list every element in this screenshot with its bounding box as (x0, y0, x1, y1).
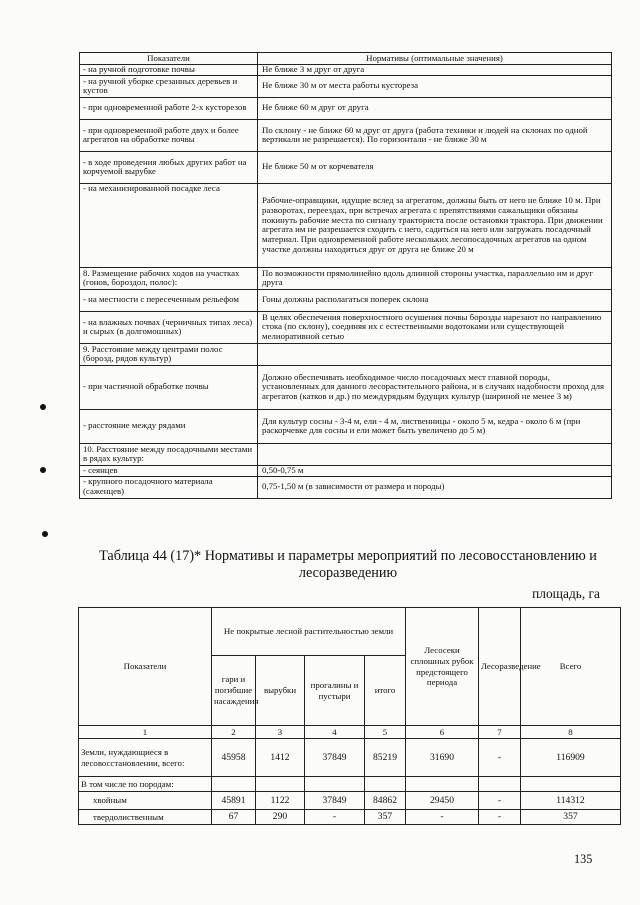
norm-cell: Не ближе 3 м друг от друга (258, 65, 612, 76)
column-number: 3 (256, 726, 305, 739)
table-row (80, 311, 612, 343)
value-cell (212, 777, 256, 792)
indicator-cell: - на влажных почвах (черничных типах леса) и сырых (в долгомошных) (80, 311, 258, 343)
header-norms: Нормативы (оптимальные значения) (258, 53, 612, 65)
norms-table-header (80, 53, 612, 65)
column-number: 2 (212, 726, 256, 739)
value-cell: 114312 (521, 792, 621, 810)
table-row (79, 739, 621, 777)
value-cell (479, 777, 521, 792)
indicator-cell: - при частичной обработке почвы (80, 365, 258, 409)
norm-cell: Не ближе 50 м от корчевателя (258, 151, 612, 183)
table-row (80, 151, 612, 183)
norm-cell: Не ближе 30 м от места работы кустореза (258, 75, 612, 97)
indicator-cell: - на местности с пересеченным рельефом (80, 289, 258, 311)
table-row (80, 97, 612, 119)
value-cell: 31690 (406, 739, 479, 777)
row-label: Земли, нуждающиеся в лесовосстановлении, всего: (79, 739, 212, 777)
table-row (80, 409, 612, 443)
value-cell: 37849 (305, 739, 365, 777)
header-indicators: Показатели (80, 53, 258, 65)
table-row (80, 119, 612, 151)
norm-cell: Не ближе 60 м друг от друга (258, 97, 612, 119)
value-cell: 357 (521, 810, 621, 825)
value-cell: - (305, 810, 365, 825)
norm-cell: Гоны должны располагаться поперек склона (258, 289, 612, 311)
table-row (80, 289, 612, 311)
norm-cell (258, 443, 612, 465)
reforestation-table (78, 607, 621, 825)
table-row (79, 792, 621, 810)
column-number: 8 (521, 726, 621, 739)
table-row (79, 777, 621, 792)
value-cell: 116909 (521, 739, 621, 777)
value-cell: 45891 (212, 792, 256, 810)
value-cell: 67 (212, 810, 256, 825)
indicator-cell: - при одновременной работе двух и более агрегатов на обработке почвы (80, 119, 258, 151)
value-cell: 84862 (365, 792, 406, 810)
value-cell: 85219 (365, 739, 406, 777)
column-number: 1 (79, 726, 212, 739)
indicator-cell: - сеянцев (80, 465, 258, 476)
indicator-cell: - на ручной уборке срезанных деревьев и кустов (80, 75, 258, 97)
table-row (80, 443, 612, 465)
header-total-sub: итого (365, 656, 406, 726)
norm-cell (258, 343, 612, 365)
page-number: 135 (574, 852, 593, 866)
indicator-cell: 8. Размещение рабочих ходов на участках (гонов, бороздол, полос): (80, 267, 258, 289)
column-number: 4 (305, 726, 365, 739)
table-row (80, 343, 612, 365)
norms-table (79, 52, 612, 499)
binder-hole-dot (40, 404, 46, 410)
value-cell (521, 777, 621, 792)
norm-cell: Для культур сосны - 3-4 м, ели - 4 м, лиственницы - около 5 м, кедра - около 6 м (при раскорчевке для сосны и ели может быть увеличено до 5 м) (258, 409, 612, 443)
header-glades: прогалины и пустыри (305, 656, 365, 726)
column-number: 5 (365, 726, 406, 739)
row-label: В том числе по породам: (79, 777, 212, 792)
header-indicators: Показатели (79, 608, 212, 726)
header-clearings: вырубки (256, 656, 305, 726)
indicator-cell: - на ручной подготовке почвы (80, 65, 258, 76)
table-row (79, 810, 621, 825)
value-cell (365, 777, 406, 792)
indicator-cell: - крупного посадочного материала (саженцев) (80, 476, 258, 498)
norm-cell: Рабочие-оправщики, идущие вслед за агрегатом, должны быть от него не ближе 10 м. При разворотах, переездах, при встречах агрегата с препятствиями сажальщики обязаны покинуть рабочие места по сигналу тракториста после остановки трактора. При движении агрегата им не разрешается сходить с него, садиться на него или загружать посадочный материал. При одновременной работе нескольких лесопосадочных агрегатов на одном участке должны находиться друг от друга не ближе 20 м (258, 183, 612, 267)
table-row (80, 465, 612, 476)
value-cell: 45958 (212, 739, 256, 777)
header-row (79, 608, 621, 656)
value-cell: 1122 (256, 792, 305, 810)
value-cell: 29450 (406, 792, 479, 810)
indicator-cell: 10. Расстояние между посадочными местами в рядах культур: (80, 443, 258, 465)
header-burned: гари и погибшие насаждения (212, 656, 256, 726)
norm-cell: 0,75-1,50 м (в зависимости от размера и породы) (258, 476, 612, 498)
indicator-cell: 9. Расстояние между центрами полос (борозд, рядов культур) (80, 343, 258, 365)
indicator-cell: - на механизированной посадке леса (80, 183, 258, 267)
header-cutting-areas: Лесосеки сплошных рубок предстоящего периода (406, 608, 479, 726)
binder-hole-dot (40, 467, 46, 473)
column-number-row (79, 726, 621, 739)
table-row (80, 75, 612, 97)
value-cell: 1412 (256, 739, 305, 777)
row-label: хвойным (79, 792, 212, 810)
value-cell (305, 777, 365, 792)
indicator-cell: - в ходе проведения любых других работ на корчуемой вырубке (80, 151, 258, 183)
value-cell: 357 (365, 810, 406, 825)
value-cell: - (406, 810, 479, 825)
table-row (80, 365, 612, 409)
norm-cell: По склону - не ближе 60 м друг от друга (работа техники и людей на склонах по одной вертикали не разрешается). По горизонтали - не ближе 30 м (258, 119, 612, 151)
table-row (80, 65, 612, 76)
value-cell: 37849 (305, 792, 365, 810)
norm-cell: Должно обеспечивать необходимое число посадочных мест главной породы, установленных для данного лесорастительного района, и в случаях надобности проход для агрегатов (катков и др.) по междурядьям будущих культур (шириной не менее 3 м) (258, 365, 612, 409)
value-cell: 290 (256, 810, 305, 825)
value-cell (256, 777, 305, 792)
value-cell: - (479, 810, 521, 825)
table-row (80, 183, 612, 267)
table-row (80, 476, 612, 498)
table-row (80, 267, 612, 289)
norm-cell: 0,50-0,75 м (258, 465, 612, 476)
header-total: Всего (521, 608, 621, 726)
column-number: 6 (406, 726, 479, 739)
header-afforestation: Лесоразведение (479, 608, 521, 726)
indicator-cell: - при одновременной работе 2-х кусторезов (80, 97, 258, 119)
value-cell: - (479, 739, 521, 777)
binder-hole-dot (42, 531, 48, 537)
column-number: 7 (479, 726, 521, 739)
value-cell (406, 777, 479, 792)
row-label: твердолиственным (79, 810, 212, 825)
indicator-cell: - расстояние между рядами (80, 409, 258, 443)
value-cell: - (479, 792, 521, 810)
norm-cell: По возможности прямолинейно вдоль длинной стороны участка, параллельно им и друг друга (258, 267, 612, 289)
header-not-covered: Не покрытые лесной растительностью земли (212, 608, 406, 656)
table-caption: Таблица 44 (17)* Нормативы и параметры мероприятий по лесовосстановлению и лесоразведению (99, 548, 597, 582)
norm-cell: В целях обеспечения поверхностного осушения почвы борозды нарезают по направлению стока (по склону), соединяя их с естественными водотоками или существующей мелиоративной сетью (258, 311, 612, 343)
unit-label: площадь, га (532, 586, 600, 601)
